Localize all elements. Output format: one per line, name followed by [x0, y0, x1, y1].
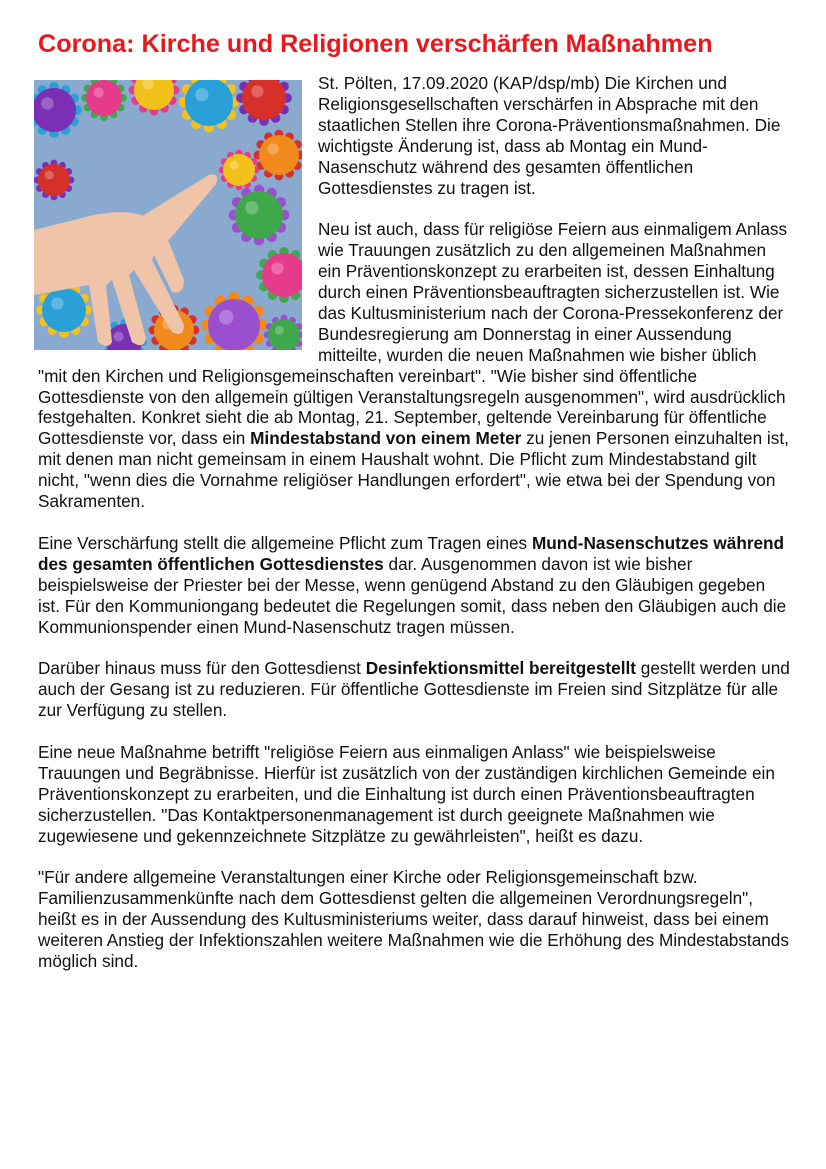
paragraph-text: Neu ist auch, dass für religiöse Feiern aus einmaligem Anlass wie Trauungen zusätzlich zu den allgemeinen Maßnahmen ein Präventionskonzept zu erarbeiten ist, dessen Einhaltung durch einen Präventionsbeauftragten sicherzustellen ist. Wie das Kultusministerium nach der Corona-Pressekonferenz der Bundesregierung am Donnerstag in einer Aussendung mitteilte, wurden die neuen Maßnahmen wie bisher üblich "mit den Kirchen und Religionsgemeinschaften vereinbart". "Wie bisher sind öffentliche Gottesdienste von den allgemein gültigen Veranstaltungsregeln ausgenommen", wird ausdrücklich festgehalten. Konkret sieht die ab Montag, 21. September, geltende Vereinbarung für öffentliche Gottesdienste vor, dass ein: [38, 219, 788, 449]
bold-highlight: Mindestabstand von einem Meter: [250, 428, 522, 449]
paragraph-text: dar. Ausgenommen davon ist wie bisher beispielsweise der Priester bei der Messe, wenn genügend Abstand zu den Gläubigen gegeben ist. Für den Kommuniongang bedeutet die Regelungen somit, dass neben den Gläubigen auch die Kommunionspender einen Mund-Nasenschutz tragen müssen.: [38, 553, 787, 637]
paragraph-text: Darüber hinaus muss für den Gottesdienst: [38, 658, 366, 679]
article-body: [38, 73, 790, 993]
virus-hand-image: [34, 80, 302, 350]
article-photo: [34, 80, 302, 350]
article-paragraph: [38, 533, 790, 638]
article-paragraph: [38, 658, 790, 721]
paragraph-text: "Für andere allgemeine Veranstaltungen einer Kirche oder Religionsgemeinschaft bzw. Familienzusammenkünfte nach dem Gottesdienst gelten die allgemeinen Verordnungsregeln", heißt es in der Aussendung des Kultusministeriums weiter, dass darauf hinweist, dass bei einem weiteren Anstieg der Infektionszahlen weitere Maßnahmen wie die Erhöhung des Mindestabstands möglich sind.: [38, 867, 789, 971]
paragraph-text: Eine neue Maßnahme betrifft "religiöse Feiern aus einmaligen Anlass" wie beispielsweise Trauungen und Begräbnisse. Hierfür ist zusätzlich von der zuständigen kirchlichen Gemeinde ein Präventionskonzept zu erarbeiten, und die Einhaltung ist durch einen Präventionsbeauftragten sicherzustellen. "Das Kontaktpersonenmanagement ist durch geeignete Maßnahmen wie zugewiesene und gekennzeichnete Sitzplätze zu gewährleisten", heißt es dazu.: [38, 741, 775, 846]
bold-highlight: Desinfektionsmittel bereitgestellt: [365, 658, 636, 679]
paragraph-text: St. Pölten, 17.09.2020 (KAP/dsp/mb) Die Kirchen und Religionsgesellschaften verschärfen in Absprache mit den staatlichen Stellen ihre Corona-Präventionsmaßnahmen. Die wichtigste Änderung ist, dass ab Montag ein Mund-Nasenschutz während des gesamten öffentlichen Gottesdienstes zu tragen ist.: [318, 73, 781, 198]
paragraph-text: zu jenen Personen einzuhalten ist, mit denen man nicht gemeinsam in einem Haushalt wohnt. Die Pflicht zum Mindestabstand gilt nicht, "wenn dies die Vornahme religiöser Handlungen erfordert", wie etwa bei der Spendung von Sakramenten.: [38, 428, 789, 512]
article-paragraph: [38, 742, 790, 847]
headline: Corona: Kirche und Religionen verschärfen Maßnahmen: [38, 30, 713, 58]
paragraph-text: Eine Verschärfung stellt die allgemeine Pflicht zum Tragen eines: [38, 532, 532, 553]
article-paragraph: [38, 867, 790, 972]
paragraph-text: gestellt werden und auch der Gesang ist zu reduzieren. Für öffentliche Gottesdienste im Freien sind Sitzplätze für alle zur Verfügung zu stellen.: [38, 658, 790, 721]
bold-highlight: Mund-Nasenschutzes während des gesamten öffentlichen Gottesdienstes: [38, 532, 785, 574]
